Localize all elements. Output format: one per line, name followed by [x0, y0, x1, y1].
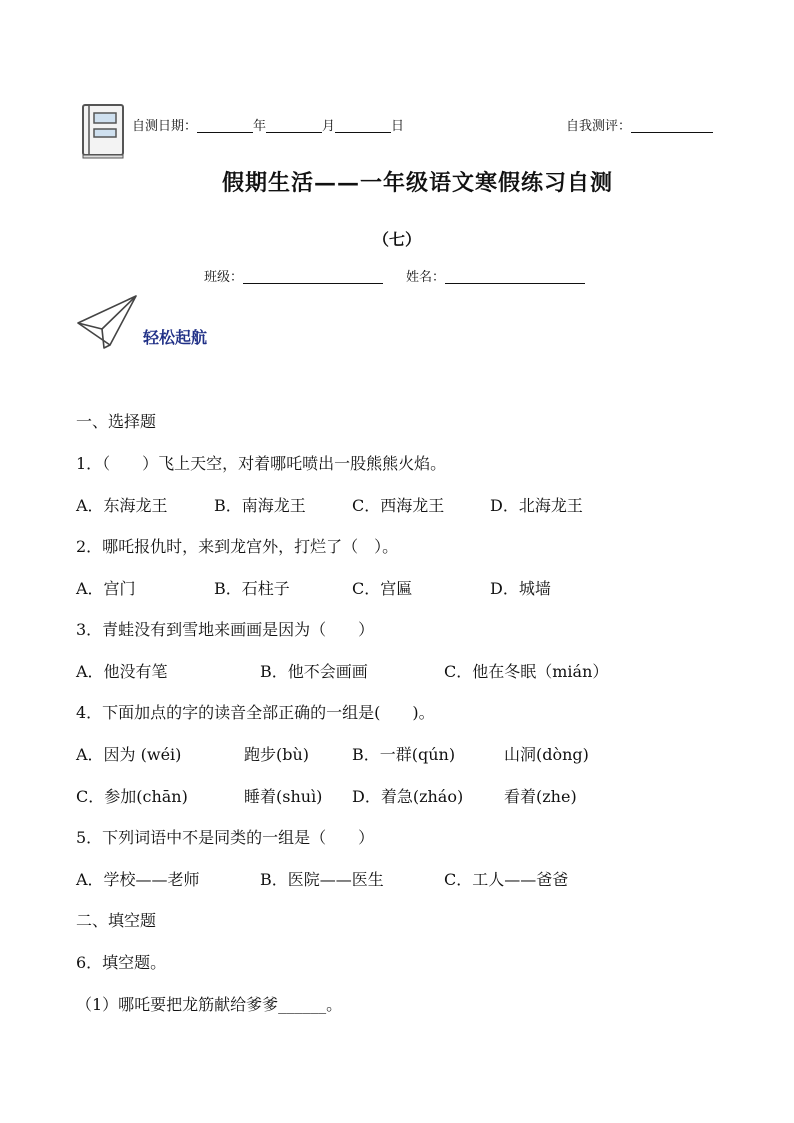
question-5: 5．下列词语中不是同类的一组是（ ）: [76, 828, 375, 847]
q2-option-b[interactable]: B．石柱子: [214, 579, 290, 598]
book-icon: [80, 103, 128, 159]
q4-option-d-2: 看着(zhe): [504, 787, 577, 806]
q5-option-a[interactable]: A．学校——老师: [76, 870, 200, 889]
q4-option-c[interactable]: C．参加(chān): [76, 787, 188, 806]
q4-option-d[interactable]: D．着急(zháo): [352, 787, 464, 806]
q2-option-a[interactable]: A．宫门: [76, 579, 136, 598]
day-label: 日: [391, 119, 405, 134]
q4-option-b-2: 山洞(dòng): [504, 745, 589, 764]
section-title-choice: 一、选择题: [76, 412, 157, 431]
month-blank[interactable]: [266, 118, 322, 133]
q3-option-c[interactable]: C．他在冬眠（mián）: [444, 662, 609, 681]
paper-plane-icon: [76, 293, 140, 351]
class-line: [204, 266, 383, 285]
banner-label: 轻松起航: [143, 328, 208, 347]
q4-option-b[interactable]: B．一群(qún): [352, 745, 456, 764]
q1-option-b[interactable]: B．南海龙王: [214, 496, 306, 515]
question-3: 3．青蛙没有到雪地来画画是因为（ ）: [76, 620, 375, 639]
q3-option-b[interactable]: B．他不会画画: [260, 662, 368, 681]
question-6: 6．填空题。: [76, 953, 167, 972]
name-line: [406, 266, 585, 285]
class-blank[interactable]: [243, 269, 383, 284]
section-title-fill: 二、填空题: [76, 911, 157, 930]
day-blank[interactable]: [335, 118, 391, 133]
page-subtitle: （七）: [373, 230, 422, 249]
q4-option-c-2: 睡着(shuì): [244, 787, 323, 806]
name-label: 姓名：: [406, 270, 446, 285]
question-2: 2．哪吒报仇时，来到龙宫外，打烂了（ ）。: [76, 537, 399, 556]
q5-option-b[interactable]: B．医院——医生: [260, 870, 384, 889]
q2-option-d[interactable]: D．城墙: [490, 579, 551, 598]
q1-option-d[interactable]: D．北海龙王: [490, 496, 583, 515]
page-title: 假期生活——一年级语文寒假练习自测: [222, 170, 614, 196]
name-blank[interactable]: [445, 269, 585, 284]
self-eval: [566, 115, 713, 134]
date-line: [132, 115, 404, 134]
question-6-sub-1[interactable]: （1）哪吒要把龙筋献给爹爹______。: [76, 995, 343, 1014]
date-label: 自测日期：: [132, 119, 198, 134]
self-eval-label: 自我测评：: [566, 119, 632, 134]
q4-option-a[interactable]: A．因为 (wéi): [76, 745, 182, 764]
year-label: 年: [253, 119, 267, 134]
q1-option-c[interactable]: C．西海龙王: [352, 496, 445, 515]
q1-option-a[interactable]: A．东海龙王: [76, 496, 168, 515]
q3-option-a[interactable]: A．他没有笔: [76, 662, 168, 681]
self-eval-blank[interactable]: [631, 118, 713, 133]
question-1: 1．（ ）飞上天空，对着哪吒喷出一股熊熊火焰。: [76, 454, 447, 473]
q2-option-c[interactable]: C．宫匾: [352, 579, 413, 598]
question-4: 4．下面加点的字的读音全部正确的一组是( )。: [76, 703, 435, 722]
q4-option-a-2: 跑步(bù): [244, 745, 310, 764]
class-label: 班级：: [204, 270, 244, 285]
month-label: 月: [322, 119, 336, 134]
year-blank[interactable]: [197, 118, 253, 133]
q5-option-c[interactable]: C．工人——爸爸: [444, 870, 569, 889]
